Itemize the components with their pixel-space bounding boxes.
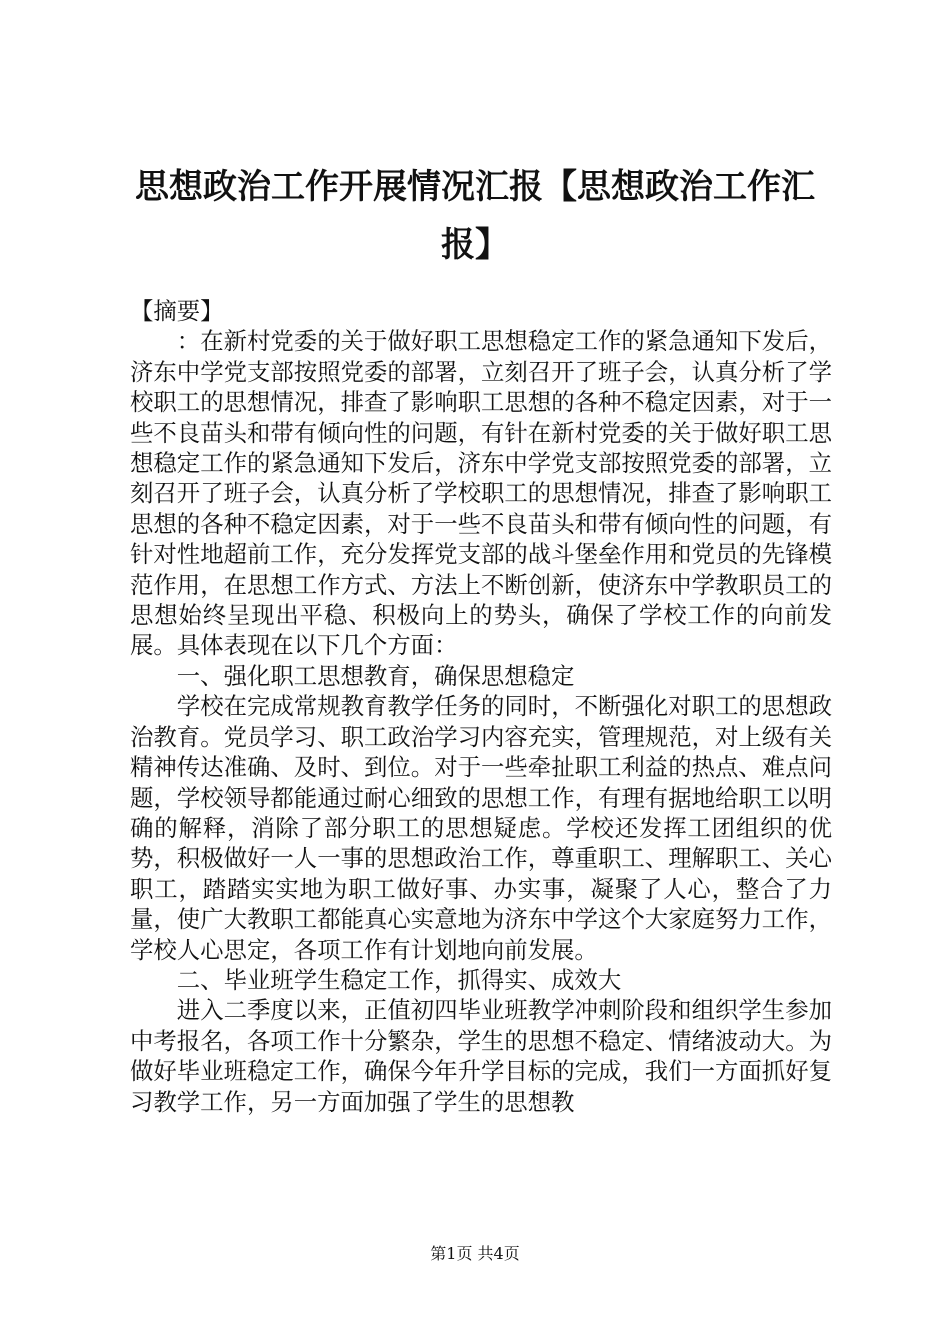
page-footer: 第1页 共4页 <box>430 1244 520 1263</box>
section-paragraph-1: 学校在完成常规教育教学任务的同时，不断强化对职工的思想政治教育。党员学习、职工政治学习内容充实，管理规范，对上级有关精神传达准确、及时、到位。对于一些牵扯职工利益的热点、难点问题，学校领导都能通过耐心细致的思想工作，有理有据地给职工以明确的解释，消除了部分职工的思想疑虑。学校还发挥工团组织的优势，积极做好一人一事的思想政治工作，尊重职工、理解职工、关心职工，踏踏实实地为职工做好事、办实事，凝聚了人心，整合了力量，使广大教职工都能真心实意地为济东中学这个大家庭努力工作，学校人心思定，各项工作有计划地向前发展。 <box>130 692 832 964</box>
section-paragraph-2: 进入二季度以来，正值初四毕业班教学冲刺阶段和组织学生参加中考报名，各项工作十分繁杂，学生的思想不稳定、情绪波动大。为做好毕业班稳定工作，确保今年升学目标的完成，我们一方面抓好复习教学工作，另一方面加强了学生的思想教 <box>130 996 832 1116</box>
document-title: 思想政治工作开展情况汇报【思想政治工作汇报】 <box>135 167 815 265</box>
abstract-label: 【摘要】 <box>130 297 224 325</box>
document-body <box>130 296 832 1117</box>
abstract-paragraph: ：在新村党委的关于做好职工思想稳定工作的紧急通知下发后，济东中学党支部按照党委的部署，立刻召开了班子会，认真分析了学校职工的思想情况，排查了影响职工思想的各种不稳定因素，对于一些不良苗头和带有倾向性的问题，有针在新村党委的关于做好职工思想稳定工作的紧急通知下发后，济东中学党支部按照党委的部署，立刻召开了班子会，认真分析了学校职工的思想情况，排查了影响职工思想的各种不稳定因素，对于一些不良苗头和带有倾向性的问题，有针对性地超前工作，充分发挥党支部的战斗堡垒作用和党员的先锋模范作用，在思想工作方式、方法上不断创新，使济东中学教职员工的思想始终呈现出平稳、积极向上的势头，确保了学校工作的向前发展。具体表现在以下几个方面： <box>130 327 832 660</box>
section-heading-2: 二、毕业班学生稳定工作，抓得实、成效大 <box>176 965 622 994</box>
section-heading-1: 一、强化职工思想教育，确保思想稳定 <box>176 661 575 690</box>
